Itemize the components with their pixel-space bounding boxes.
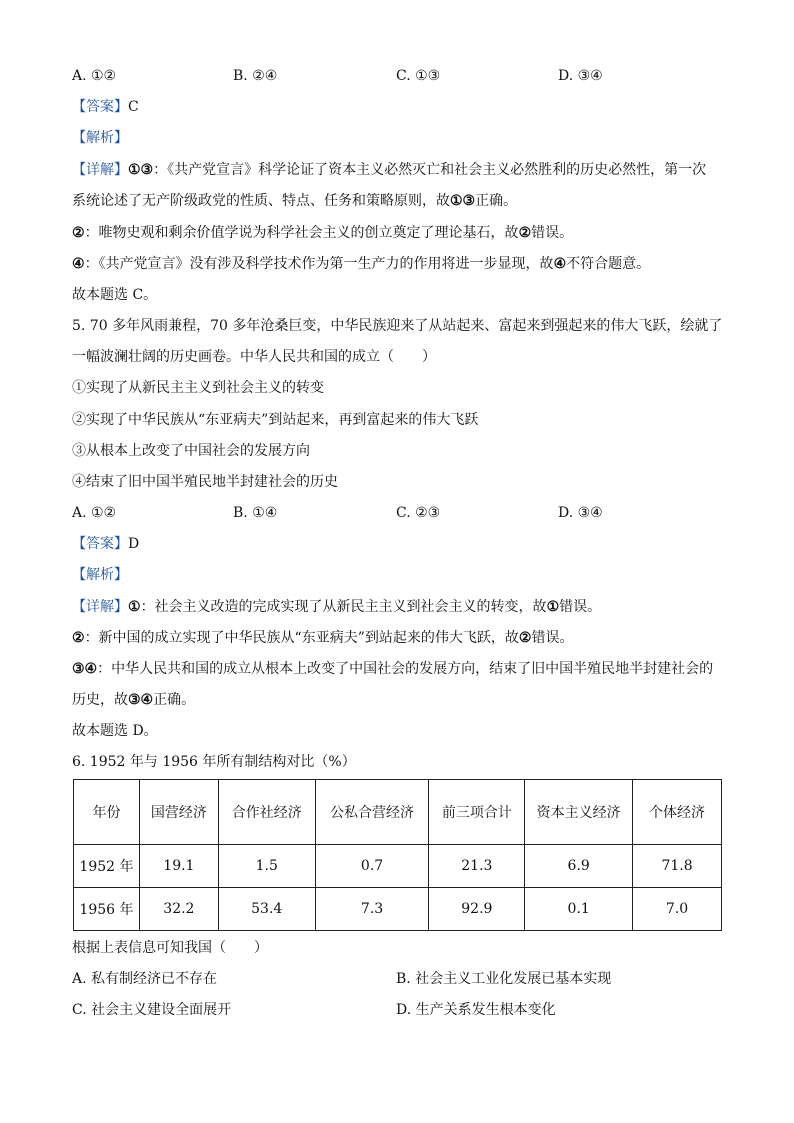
detail-text: 正确。 [475,193,518,209]
q6-stem: 6. 1952 年与 1956 年所有制结构对比（%） [72,754,356,770]
answer-value: C [128,99,139,115]
table-cell: 1956 年 [74,888,140,931]
detail-tag: 【详解】 [72,599,128,615]
table-cell: 92.9 [429,888,525,931]
table-cell: 53.4 [218,888,315,931]
detail-text: 错误。 [531,630,574,646]
ownership-table [73,779,722,931]
q5-option-c: C. ②③ [396,505,441,521]
table-cell: 1952 年 [74,845,140,888]
table-header-cell: 合作社经济 [218,780,315,845]
q4-option-d: D. ③④ [558,68,603,84]
detail-text: 正确。 [153,692,196,708]
table-header-cell: 公私合营经济 [315,780,429,845]
q4-detail-1 [72,160,706,180]
detail-text: ：《共产党宣言》没有涉及科学技术作为第一生产力的作用将进一步显现，故 [84,256,554,272]
detail-text: ：唯物史观和剩余价值学说为科学社会主义的创立奠定了理论基石，故 [84,225,519,241]
q5-analysis-tag: 【解析】 [72,567,128,583]
detail-text: 历史，故 [72,692,128,708]
answer-tag: 【答案】 [72,99,128,115]
detail-marker: ③④ [128,692,154,708]
q4-option-b: B. ②④ [233,68,278,84]
table-header-cell: 年份 [74,780,140,845]
detail-marker: ③④ [72,661,98,677]
table-cell: 7.0 [633,888,722,931]
detail-marker: ② [72,225,85,241]
detail-marker: ①③ [128,162,154,178]
q4-option-a: A. ①② [72,68,117,84]
table-row [74,888,722,931]
q5-item-2: ②实现了中华民族从“东亚病夫”到站起来，再到富起来的伟大飞跃 [72,412,479,428]
q5-item-3: ③从根本上改变了中国社会的发展方向 [72,443,310,459]
q4-option-c: C. ①③ [396,68,441,84]
q4-analysis-tag: 【解析】 [72,130,128,146]
answer-value: D [128,536,140,552]
q5-item-4: ④结束了旧中国半殖民地半封建社会的历史 [72,474,338,490]
q5-option-d: D. ③④ [558,505,603,521]
q6-option-c: C. 社会主义建设全面展开 [72,1002,232,1018]
q5-option-a: A. ①② [72,505,117,521]
table-cell: 19.1 [139,845,218,888]
q6-question: 根据上表信息可知我国（ ） [72,940,268,956]
detail-marker: ② [518,225,532,241]
table-cell: 21.3 [429,845,525,888]
q5-detail-3 [72,659,713,679]
table-cell: 32.2 [139,888,218,931]
q5-answer [72,534,139,554]
detail-text: ：《共产党宣言》科学论证了资本主义必然灭亡和社会主义必然胜利的历史必然性，第一次 [153,162,707,178]
table-cell: 7.3 [315,888,429,931]
q4-answer [72,97,139,117]
q5-option-b: B. ①④ [233,505,278,521]
q5-detail-2 [72,628,573,648]
detail-marker: ① [546,599,560,615]
detail-marker: ① [128,599,141,615]
table-header-cell: 国营经济 [139,780,218,845]
table-row [74,845,722,888]
q4-detail-3 [72,254,650,274]
detail-text: 错误。 [559,599,602,615]
detail-marker: ④ [553,256,567,272]
detail-tag: 【详解】 [72,162,128,178]
q6-option-d: D. 生产关系发生根本变化 [396,1002,556,1018]
detail-text: ：新中国的成立实现了中华民族从“东亚病夫”到站起来的伟大飞跃，故 [84,630,519,646]
table-cell: 1.5 [218,845,315,888]
q5-detail-1 [72,597,601,617]
table-cell: 71.8 [633,845,722,888]
detail-marker: ② [72,630,85,646]
detail-text: 错误。 [531,225,574,241]
q5-detail-3-cont [72,690,195,710]
table-header-cell: 资本主义经济 [525,780,633,845]
q5-stem-line-1: 5. 70 多年风雨兼程，70 多年沧桑巨变，中华民族迎来了从站起来、富起来到强起来的伟大飞跃，绘就了 [72,318,723,334]
detail-text: ：中华人民共和国的成立从根本上改变了中国社会的发展方向，结束了旧中国半殖民地半封建社会的 [97,661,714,677]
table-header-cell: 个体经济 [633,780,722,845]
table-header-cell: 前三项合计 [429,780,525,845]
q5-conclusion: 故本题选 D。 [72,723,158,739]
detail-marker: ④ [72,256,85,272]
q4-detail-1-cont [72,191,517,211]
table-cell: 6.9 [525,845,633,888]
detail-marker: ② [518,630,532,646]
q6-option-a: A. 私有制经济已不存在 [72,971,218,987]
q5-item-1: ①实现了从新民主主义到社会主义的转变 [72,380,324,396]
answer-tag: 【答案】 [72,536,128,552]
table-header-row [74,780,722,845]
q5-stem-line-2: 一幅波澜壮阔的历史画卷。中华人民共和国的成立（ ） [72,349,436,365]
q6-option-b: B. 社会主义工业化发展已基本实现 [396,971,612,987]
table-cell: 0.1 [525,888,633,931]
detail-text: 系统论述了无产阶级政党的性质、特点、任务和策略原则，故 [72,193,450,209]
detail-marker: ①③ [450,193,476,209]
detail-text: ：社会主义改造的完成实现了从新民主主义到社会主义的转变，故 [140,599,547,615]
detail-text: 不符合题意。 [566,256,651,272]
table-cell: 0.7 [315,845,429,888]
q4-detail-2 [72,223,573,243]
q4-conclusion: 故本题选 C。 [72,287,158,303]
